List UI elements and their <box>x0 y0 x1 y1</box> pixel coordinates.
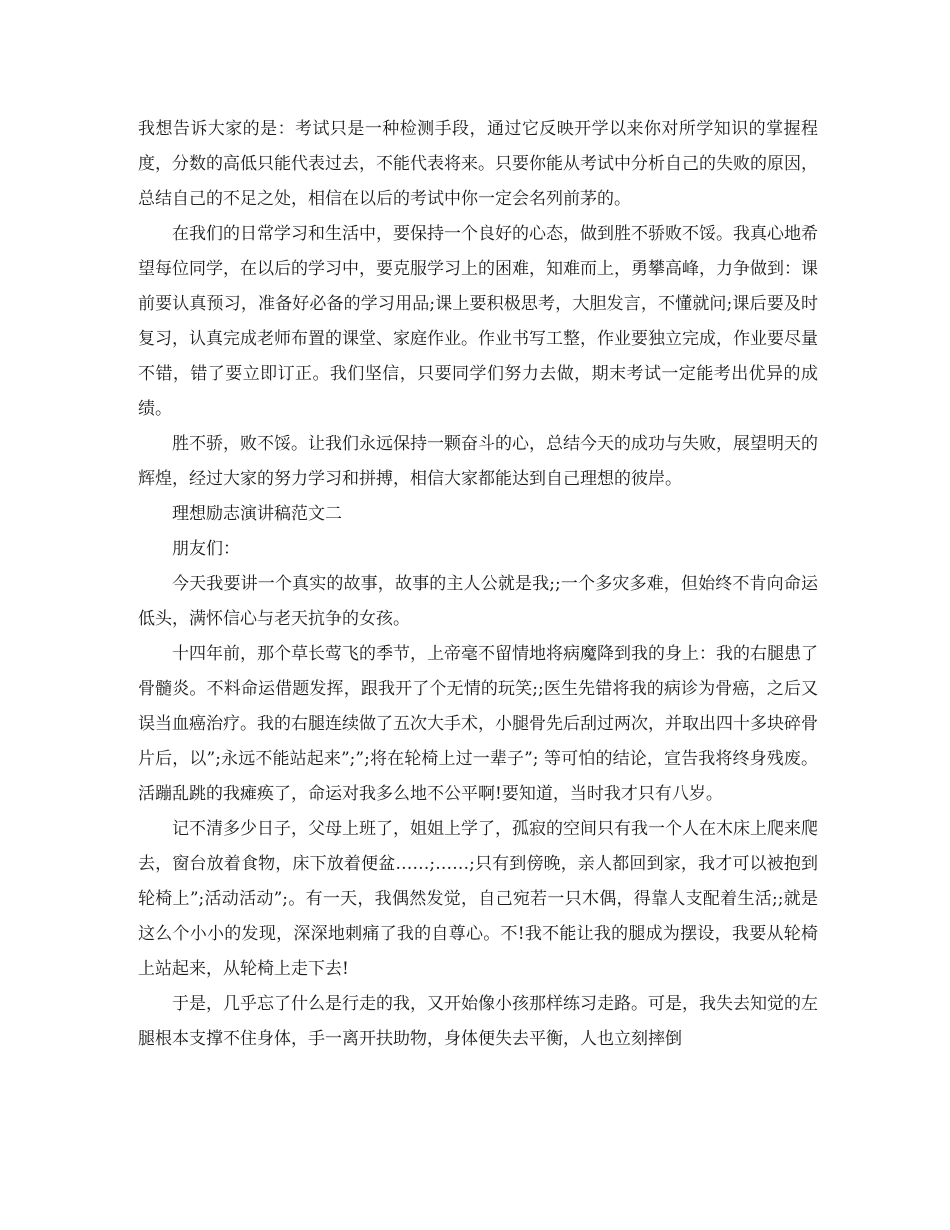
section-heading: 理想励志演讲稿范文二 <box>172 504 342 524</box>
salutation: 朋友们： <box>172 539 240 559</box>
paragraph: 十四年前，那个草长莺飞的季节，上帝毫不留情地将病魔降到我的身上：我的右腿患了骨髓炎。不料命运借题发挥，跟我开了个无情的玩笑;;医生先错将我的病诊为骨癌，之后又误当血癌治疗。我的右腿连续做了五次大手术，小腿骨先后刮过两次，并取出四十多块碎骨片后，以”;永远不能站起来”;”;将在轮椅上过一辈子”; 等可怕的结论，宣告我将终身残废。活蹦乱跳的我瘫痪了，命运对我多么地不公平啊!要知道，当时我才只有八岁。 <box>138 644 818 804</box>
paragraph: 胜不骄，败不馁。让我们永远保持一颗奋斗的心，总结今天的成功与失败，展望明天的辉煌，经过大家的努力学习和拼搏，相信大家都能达到自己理想的彼岸。 <box>138 434 818 489</box>
document-body <box>138 112 818 1057</box>
paragraph: 今天我要讲一个真实的故事，故事的主人公就是我;;一个多灾多难，但始终不肯向命运低头，满怀信心与老天抗争的女孩。 <box>138 574 818 629</box>
paragraph: 我想告诉大家的是：考试只是一种检测手段，通过它反映开学以来你对所学知识的掌握程度，分数的高低只能代表过去，不能代表将来。只要你能从考试中分析自己的失败的原因，总结自己的不足之处，相信在以后的考试中你一定会名列前茅的。 <box>138 119 818 209</box>
paragraph: 于是，几乎忘了什么是行走的我，又开始像小孩那样练习走路。可是，我失去知觉的左腿根本支撑不住身体，手一离开扶助物，身体便失去平衡，人也立刻摔倒 <box>138 994 818 1049</box>
paragraph: 在我们的日常学习和生活中，要保持一个良好的心态，做到胜不骄败不馁。我真心地希望每位同学，在以后的学习中，要克服学习上的困难，知难而上，勇攀高峰，力争做到：课前要认真预习，准备好必备的学习用品;课上要积极思考，大胆发言，不懂就问;课后要及时复习，认真完成老师布置的课堂、家庭作业。作业书写工整，作业要独立完成，作业要尽量不错，错了要立即订正。我们坚信，只要同学们努力去做，期末考试一定能考出优异的成绩。 <box>138 224 818 419</box>
paragraph: 记不清多少日子，父母上班了，姐姐上学了，孤寂的空间只有我一个人在木床上爬来爬去，窗台放着食物，床下放着便盆……;……;只有到傍晚，亲人都回到家，我才可以被抱到轮椅上”;活动活动”;。有一天，我偶然发觉，自己宛若一只木偶，得靠人支配着生活;;就是这么个小小的发现，深深地刺痛了我的自尊心。不!我不能让我的腿成为摆设，我要从轮椅上站起来，从轮椅上走下去! <box>138 819 818 979</box>
